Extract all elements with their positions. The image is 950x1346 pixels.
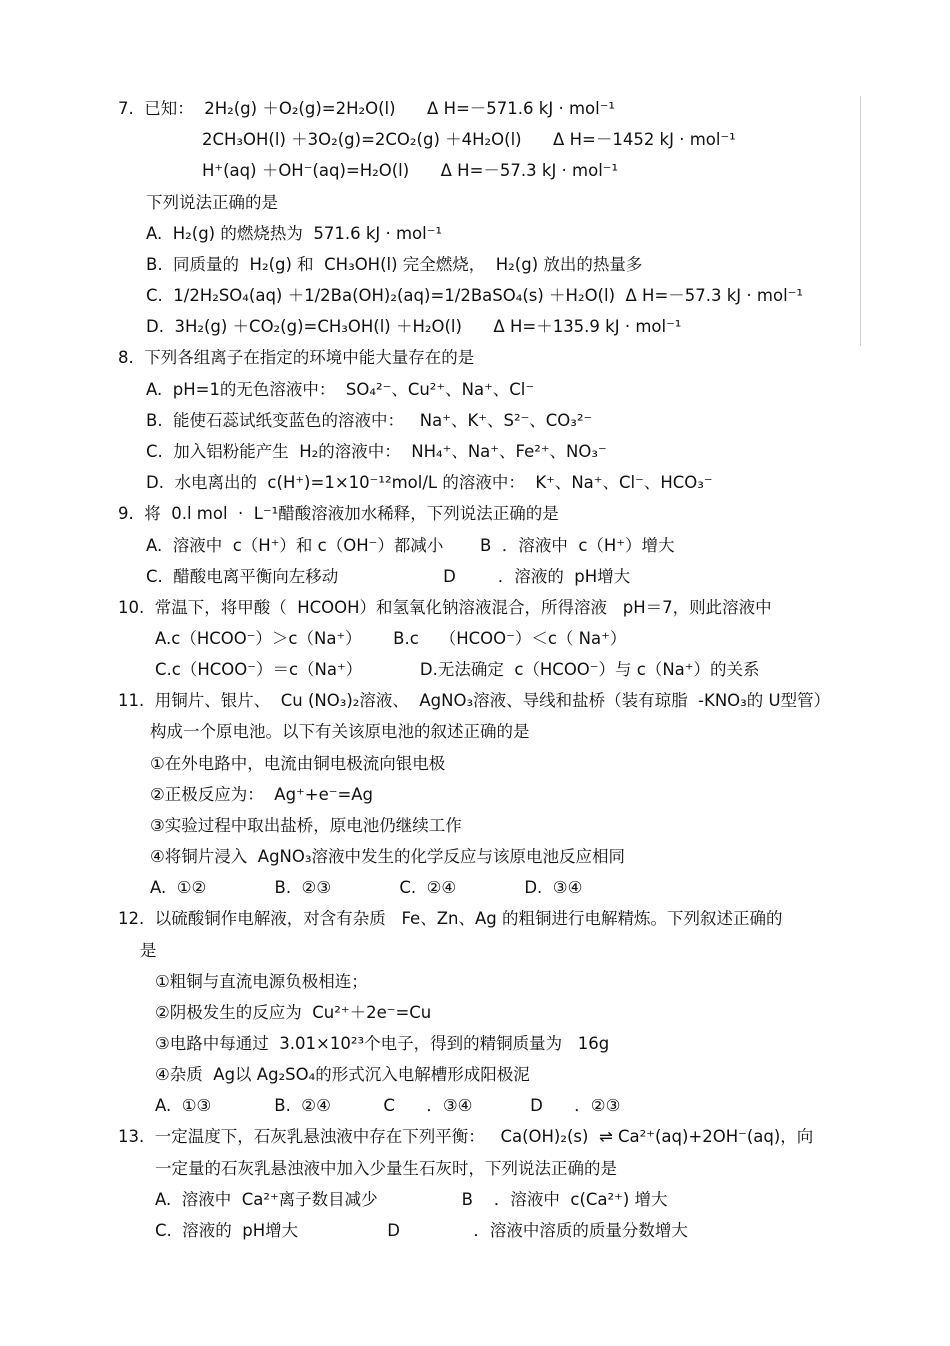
text-line: ③电路中每通过 3.01×10²³个电子，得到的精铜质量为 16g [155, 1034, 610, 1053]
text-line: H⁺(aq) ＋OH⁻(aq)=H₂O(l) Δ H=－57.3 kJ · mol⁻¹ [202, 161, 619, 180]
text-line: D. 水电离出的 c(H⁺)=1×10⁻¹²mol/L 的溶液中： K⁺、Na⁺、Cl⁻、HCO₃⁻ [146, 473, 713, 492]
text-line: 13. 一定温度下，石灰乳悬浊液中存在下列平衡： Ca(OH)₂(s) ⇌ Ca²⁺(aq)+2OH⁻(aq)，向 [118, 1127, 814, 1146]
text-line: 8. 下列各组离子在指定的环境中能大量存在的是 [118, 348, 475, 367]
text-line: 是 [140, 941, 157, 960]
text-line: 一定量的石灰乳悬浊液中加入少量生石灰时，下列说法正确的是 [155, 1159, 617, 1178]
text-line: A. 溶液中 Ca²⁺离子数目减少 B ．溶液中 c(Ca²⁺) 增大 [155, 1190, 668, 1209]
text-line: ①粗铜与直流电源负极相连； [155, 972, 368, 991]
text-line: A. ①② B. ②③ C. ②④ D. ③④ [150, 878, 583, 897]
text-line: C. 醋酸电离平衡向左移动 D ．溶液的 pH增大 [146, 567, 631, 586]
text-line: C. 加入铝粉能产生 H₂的溶液中： NH₄⁺、Na⁺、Fe²⁺、NO₃⁻ [146, 442, 607, 461]
text-line: 11. 用铜片、银片、 Cu (NO₃)₂溶液、 AgNO₃溶液、导线和盐桥（装有琼脂 -KNO₃的 U型管） [118, 691, 831, 710]
text-line: ③实验过程中取出盐桥，原电池仍继续工作 [150, 816, 462, 835]
text-line: 下列说法正确的是 [146, 193, 278, 212]
text-line: ②阴极发生的反应为 Cu²⁺＋2e⁻=Cu [155, 1003, 432, 1022]
text-line: A. pH=1的无色溶液中： SO₄²⁻、Cu²⁺、Na⁺、Cl⁻ [146, 380, 535, 399]
text-line: C. 1/2H₂SO₄(aq) ＋1/2Ba(OH)₂(aq)=1/2BaSO₄(s) ＋H₂O(l) Δ H=－57.3 kJ · mol⁻¹ [146, 286, 803, 305]
text-line: C.c（HCOO⁻）＝c（Na⁺） D.无法确定 c（HCOO⁻）与 c（Na⁺）的关系 [155, 660, 760, 679]
text-line: 2CH₃OH(l) ＋3O₂(g)=2CO₂(g) ＋4H₂O(l) Δ H=－1452 kJ · mol⁻¹ [202, 130, 736, 149]
text-line: A. ①③ B. ②④ C ．③④ D ．②③ [155, 1096, 621, 1115]
text-line: ②正极反应为： Ag⁺+e⁻=Ag [150, 785, 374, 804]
text-line: ①在外电路中，电流由铜电极流向银电极 [150, 754, 446, 773]
text-line: 构成一个原电池。以下有关该原电池的叙述正确的是 [150, 722, 530, 741]
text-line: B. 能使石蕊试纸变蓝色的溶液中： Na⁺、K⁺、S²⁻、CO₃²⁻ [146, 411, 593, 430]
margin-rule [860, 96, 861, 346]
text-line: 9. 将 0.l mol · L⁻¹醋酸溶液加水稀释，下列说法正确的是 [118, 504, 559, 523]
text-line: A.c（HCOO⁻）＞c（Na⁺） B.c （HCOO⁻）＜c（ Na⁺） [155, 629, 627, 648]
text-line: ④杂质 Ag以 Ag₂SO₄的形式沉入电解槽形成阳极泥 [155, 1065, 530, 1084]
text-line: 7. 已知： 2H₂(g) ＋O₂(g)=2H₂O(l) Δ H=－571.6 kJ · mol⁻¹ [118, 99, 616, 118]
text-line: ④将铜片浸入 AgNO₃溶液中发生的化学反应与该原电池反应相同 [150, 847, 625, 866]
text-line: A. H₂(g) 的燃烧热为 571.6 kJ · mol⁻¹ [146, 224, 443, 243]
text-line: D. 3H₂(g) ＋CO₂(g)=CH₃OH(l) ＋H₂O(l) Δ H=＋135.9 kJ · mol⁻¹ [146, 317, 682, 336]
text-line: C. 溶液的 pH增大 D ．溶液中溶质的质量分数增大 [155, 1221, 688, 1240]
text-line: B. 同质量的 H₂(g) 和 CH₃OH(l) 完全燃烧， H₂(g) 放出的热量多 [146, 255, 643, 274]
text-line: 10. 常温下，将甲酸（ HCOOH）和氢氧化钠溶液混合，所得溶液 pH＝7，则此溶液中 [118, 598, 772, 617]
text-line: 12. 以硫酸铜作电解液，对含有杂质 Fe、Zn、Ag 的粗铜进行电解精炼。下列叙述正确的 [118, 909, 783, 928]
text-line: A. 溶液中 c（H⁺）和 c（OH⁻）都减小 B ．溶液中 c（H⁺）增大 [146, 536, 675, 555]
